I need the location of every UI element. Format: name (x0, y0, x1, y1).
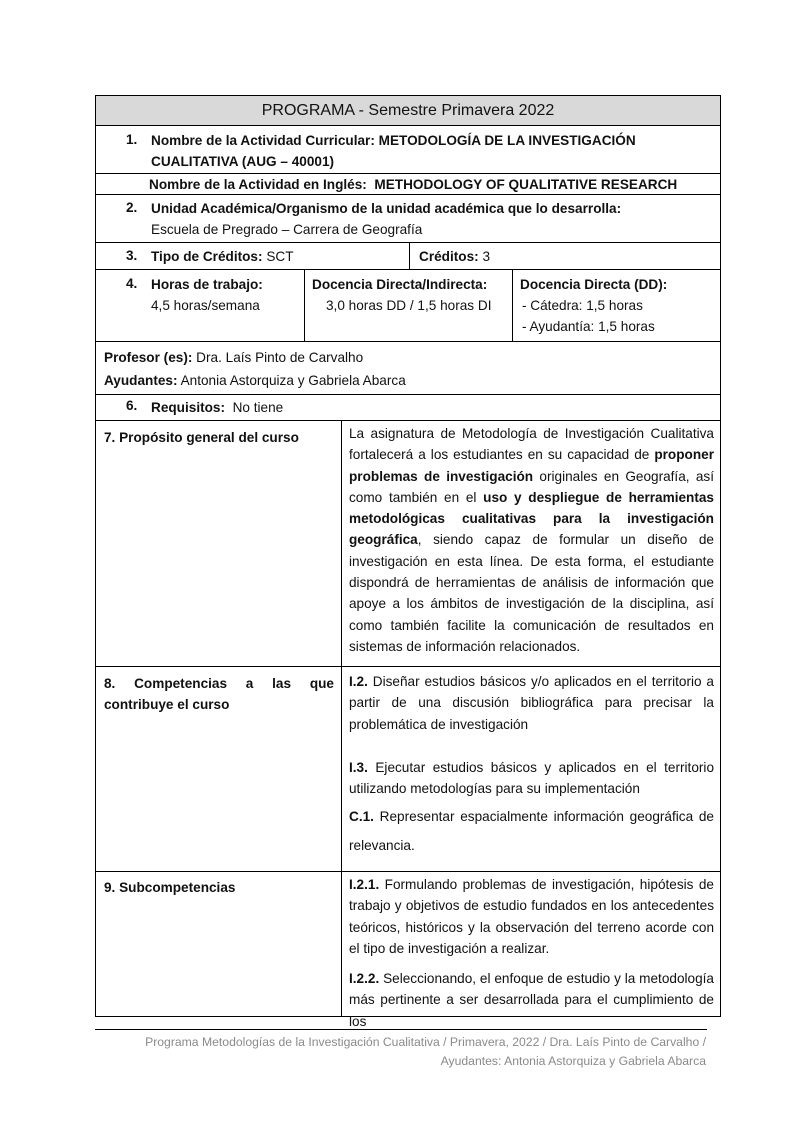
competency-item (349, 671, 714, 735)
purpose-label-cell (104, 427, 334, 448)
competency-code: I.3. (349, 760, 368, 775)
credits-value: 3 (482, 249, 491, 264)
activity-name-label: Nombre de la Actividad Curricular: (151, 133, 375, 148)
activity-name-line2: CUALITATIVA (AUG – 40001) (151, 154, 335, 169)
credit-type-block (151, 246, 294, 267)
professor-value: Dra. Laís Pinto de Carvalho (196, 350, 364, 365)
footer-line-2: Ayudantes: Antonia Astorquiza y Gabriela Abarca (440, 1053, 706, 1068)
purpose-text (349, 423, 714, 657)
section-1-activity-name (95, 125, 721, 174)
direct-indirect-block (312, 274, 507, 316)
work-hours-label: Horas de trabajo: (151, 277, 263, 292)
subcompetencies-label: 9. Subcompetencias (104, 880, 236, 895)
section-3-credits (95, 242, 721, 270)
direct-teaching-item: - Cátedra: 1,5 horas (522, 298, 643, 313)
footer-rule (95, 1029, 707, 1030)
work-hours-block (151, 274, 301, 316)
divider (304, 270, 305, 341)
section-8-competencies (95, 666, 721, 872)
credit-type-value: SCT (266, 249, 294, 264)
requirements-block (151, 397, 283, 418)
english-name-value: METHODOLOGY OF QUALITATIVE RESEARCH (374, 177, 678, 192)
section-4-hours (95, 269, 721, 342)
purpose-text-part: originales en Geografía, así como también en el (349, 468, 714, 505)
direct-indirect-value: 3,0 horas DD / 1,5 horas DI (326, 298, 492, 313)
assistants-label: Ayudantes: (104, 373, 178, 388)
section-7-purpose (95, 420, 721, 667)
purpose-text-part: La asignatura de Metodología de Investigación Cualitativa fortalecerá a los estudiantes en su capacidad de (349, 426, 714, 463)
english-name-row (95, 173, 721, 195)
section-2-academic-unit (95, 194, 721, 243)
direct-teaching-block (520, 274, 715, 337)
competencies-label: 8. Competencias a las que contribuye el curso (104, 676, 334, 713)
section-number: 1. (126, 132, 138, 147)
competency-item (349, 757, 714, 800)
subcompetency-code: I.2.2. (349, 971, 380, 986)
requirements-value: No tiene (232, 400, 284, 415)
subcompetency-text: Seleccionando, el enfoque de estudio y la metodología más pertinente a ser desarrollada para el cumplimiento de los (349, 971, 714, 1029)
competency-text: Ejecutar estudios básicos y aplicados en el territorio utilizando metodologías para su implementación (349, 760, 714, 797)
staff-block (104, 346, 704, 392)
divider (341, 667, 342, 871)
direct-teaching-label: Docencia Directa (DD): (520, 277, 668, 292)
competency-text: Representar espacialmente información geográfica de relevancia. (349, 809, 714, 853)
purpose-text-bold: uso y despliegue de herramientas metodológicas cualitativas para la investigación geográfica (349, 489, 714, 548)
section-9-subcompetencies (95, 871, 721, 1029)
page-footer (66, 1033, 706, 1070)
subcompetencies-label-cell (104, 877, 334, 898)
section-number: 2. (126, 200, 138, 215)
staff-row (95, 341, 721, 395)
subcompetency-text: Formulando problemas de investigación, hipótesis de trabajo y objetivos de estudio fundados en los antecedentes teóricos, históricos y la observación del terreno acorde con el tipo de investigación a realizar. (349, 877, 714, 956)
academic-unit-block (151, 198, 711, 240)
credits-block (419, 246, 490, 267)
activity-name-block (151, 130, 711, 172)
competency-item (349, 802, 714, 860)
program-header (95, 95, 721, 126)
section-number: 6. (126, 398, 138, 413)
divider (409, 243, 410, 269)
credits-label: Créditos: (419, 249, 479, 264)
divider (512, 270, 513, 341)
section-number: 3. (126, 248, 138, 263)
english-name-block (149, 174, 719, 195)
purpose-text-bold: proponer problemas de investigación (349, 447, 714, 484)
activity-name-line1: METODOLOGÍA DE LA INVESTIGACIÓN (378, 133, 636, 148)
academic-unit-value: Escuela de Pregrado – Carrera de Geografía (151, 222, 423, 237)
section-number: 4. (126, 276, 138, 291)
section-6-requirements (95, 394, 721, 421)
requirements-label: Requisitos: (151, 400, 226, 415)
direct-teaching-item: - Ayudantía: 1,5 horas (522, 319, 655, 334)
competency-code: C.1. (349, 809, 374, 824)
page-title: PROGRAMA - Semestre Primavera 2022 (261, 102, 555, 119)
english-name-label: Nombre de la Actividad en Inglés: (149, 177, 367, 192)
footer-line-1: Programa Metodologías de la Investigación Cualitativa / Primavera, 2022 / Dra. Laís Pinto de Carvalho / (145, 1035, 706, 1049)
academic-unit-label: Unidad Académica/Organismo de la unidad académica que lo desarrolla: (151, 201, 622, 216)
work-hours-value: 4,5 horas/semana (151, 298, 260, 313)
professor-label: Profesor (es): (104, 350, 193, 365)
divider (341, 421, 342, 666)
divider (341, 872, 342, 1016)
competency-text: Diseñar estudios básicos y/o aplicados en el territorio a partir de una discusión bibliográfica para precisar la problemática de investigación (349, 674, 714, 732)
purpose-text-part: , siendo capaz de formular un diseño de investigación en esta línea. De esta forma, el estudiante dispondrá de herramientas de análisis de información que apoye a los ámbitos de investigación de la disciplina, así como también facilite la comunicación de resultados en sistemas de información relacionados. (349, 532, 714, 654)
competencies-label-cell (104, 673, 334, 716)
purpose-label: 7. Propósito general del curso (104, 430, 299, 445)
subcompetency-code: I.2.1. (349, 877, 380, 892)
subcompetency-item (349, 968, 714, 1032)
direct-indirect-label: Docencia Directa/Indirecta: (312, 277, 488, 292)
assistants-value: Antonia Astorquiza y Gabriela Abarca (180, 373, 406, 388)
competency-code: I.2. (349, 674, 368, 689)
credit-type-label: Tipo de Créditos: (151, 249, 263, 264)
subcompetency-item (349, 874, 714, 959)
